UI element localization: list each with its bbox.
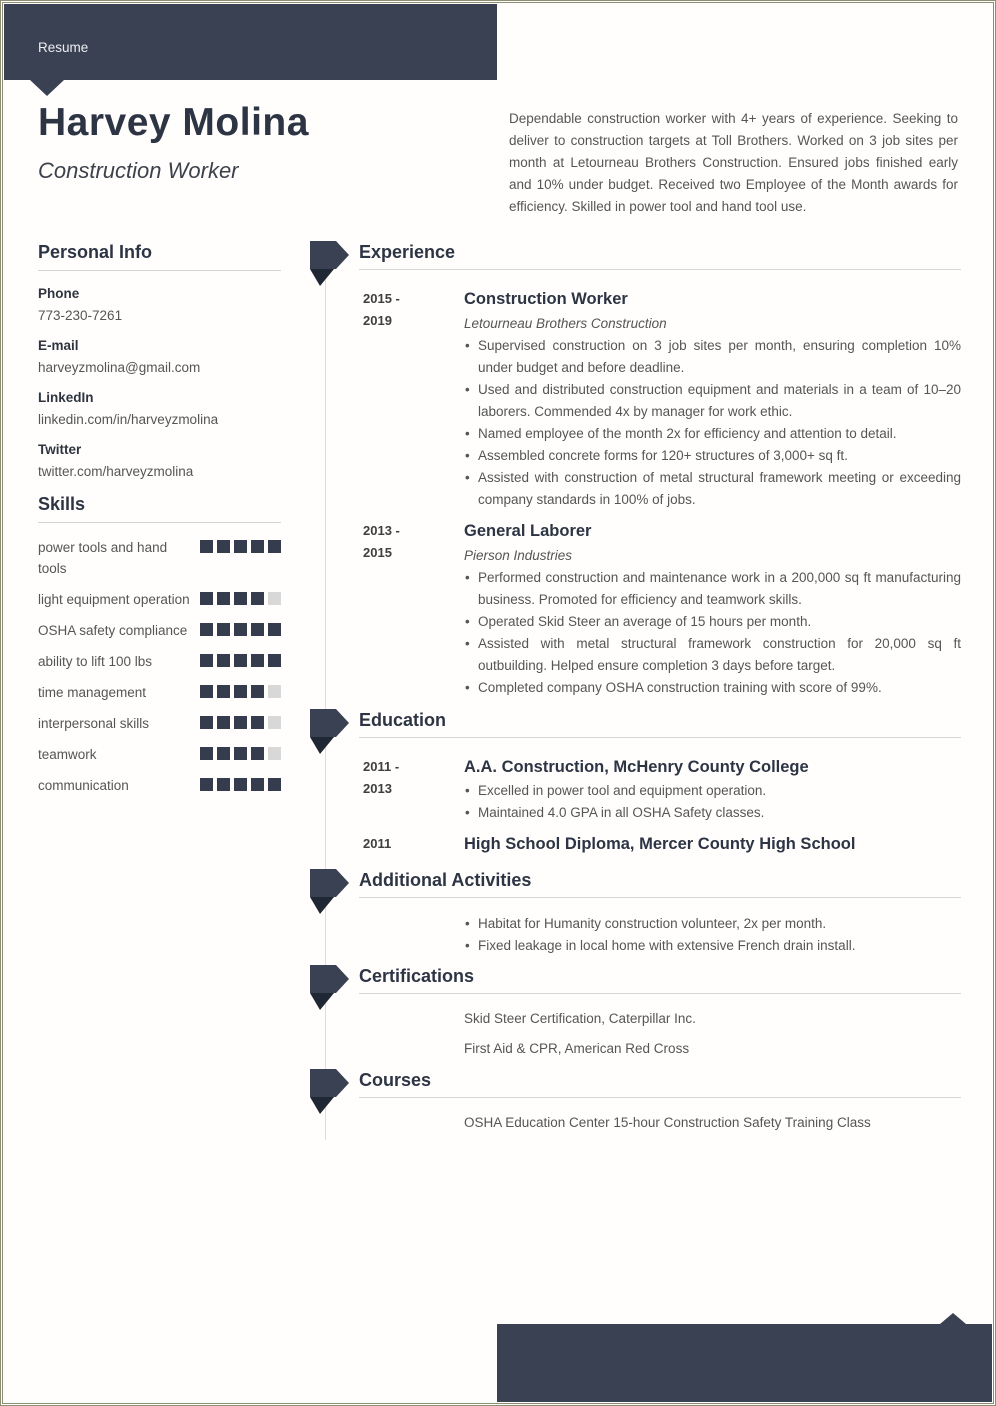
skill-square-filled xyxy=(251,685,264,698)
skill-square-filled xyxy=(200,654,213,667)
skill-row xyxy=(38,775,281,796)
personal-info-label: Twitter xyxy=(38,442,82,457)
skill-row xyxy=(38,744,281,765)
footer-up-arrow-icon xyxy=(940,1313,966,1324)
resume-page xyxy=(4,4,992,1402)
section-tag-icon xyxy=(310,868,350,916)
skill-square-filled xyxy=(234,540,247,553)
courses-section xyxy=(359,1070,961,1134)
skill-square-filled xyxy=(234,685,247,698)
skill-square-filled xyxy=(251,778,264,791)
candidate-job-title: Construction Worker xyxy=(38,158,239,183)
section-tag-icon xyxy=(310,1068,350,1116)
skill-square-filled xyxy=(217,654,230,667)
skill-square-filled xyxy=(234,654,247,667)
entry-dates xyxy=(359,756,464,824)
entry-title: General Laborer xyxy=(464,522,592,540)
experience-entries xyxy=(359,288,961,699)
skill-square-filled xyxy=(251,747,264,760)
bullet-item: • Operated Skid Steer an average of 15 hours per month. xyxy=(464,611,961,633)
skill-square-empty xyxy=(268,685,281,698)
entry-body xyxy=(464,756,961,824)
skill-square-filled xyxy=(268,540,281,553)
skills-heading: Skills xyxy=(38,494,281,523)
entry-date-start: 2013 - xyxy=(363,523,400,538)
additional-activities-body xyxy=(464,913,961,957)
skill-square-filled xyxy=(200,592,213,605)
experience-section xyxy=(359,242,961,699)
personal-info-value: 773-230-7261 xyxy=(38,308,123,323)
skill-level-indicator xyxy=(200,654,281,667)
skill-square-filled xyxy=(217,716,230,729)
skill-square-empty xyxy=(268,716,281,729)
skill-square-filled xyxy=(217,540,230,553)
skills-section xyxy=(38,494,281,796)
skill-square-filled xyxy=(234,747,247,760)
skill-label: time management xyxy=(38,685,147,700)
identity-block xyxy=(38,100,478,184)
bullet-item: • Habitat for Humanity construction volunteer, 2x per month. xyxy=(464,913,961,935)
education-entry xyxy=(359,833,961,855)
entry-body xyxy=(464,833,961,855)
courses-header xyxy=(359,1070,961,1098)
section-tag-icon xyxy=(310,708,350,756)
skill-square-filled xyxy=(251,540,264,553)
entry-bullet-list xyxy=(464,335,961,511)
skill-square-filled xyxy=(251,716,264,729)
courses-list xyxy=(464,1112,961,1134)
skill-level-indicator xyxy=(200,685,281,698)
skill-row xyxy=(38,682,281,703)
skill-square-filled xyxy=(234,778,247,791)
entry-dates xyxy=(359,288,464,511)
bullet-item: • Assembled concrete forms for 120+ structures of 3,000+ sq ft. xyxy=(464,445,961,467)
skills-list xyxy=(38,537,281,796)
skill-row xyxy=(38,651,281,672)
experience-header xyxy=(359,242,961,270)
certifications-section xyxy=(359,966,961,1060)
entry-title: A.A. Construction, McHenry County College xyxy=(464,758,809,776)
skill-square-filled xyxy=(217,747,230,760)
certifications-list xyxy=(464,1008,961,1060)
skill-square-filled xyxy=(268,778,281,791)
bullet-item: • Excelled in power tool and equipment operation. xyxy=(464,780,961,802)
skill-square-filled xyxy=(217,623,230,636)
bullet-item: • Assisted with metal structural framework construction for 20,000 sq ft outbuilding. Helped ensure completion 3 days before target. xyxy=(464,633,961,677)
experience-heading: Experience xyxy=(359,242,456,262)
course-item: OSHA Education Center 15-hour Construction Safety Training Class xyxy=(464,1115,871,1130)
skill-square-filled xyxy=(217,592,230,605)
bullet-item: • Assisted with construction of metal structural framework meeting or exceeding company standards in 100% of jobs. xyxy=(464,467,961,511)
entry-dates xyxy=(359,520,464,699)
entry-company: Letourneau Brothers Construction xyxy=(464,316,667,331)
section-tag-icon xyxy=(310,964,350,1012)
skill-level-indicator xyxy=(200,540,281,553)
entry-date-start: 2011 xyxy=(363,836,392,851)
personal-info-label: E-mail xyxy=(38,338,79,353)
bullet-item: • Completed company OSHA construction training with score of 99%. xyxy=(464,677,961,699)
additional-activities-header xyxy=(359,870,961,898)
skill-level-indicator xyxy=(200,592,281,605)
skill-row xyxy=(38,620,281,641)
personal-info-value: harveyzmolina@gmail.com xyxy=(38,360,201,375)
personal-info-value: twitter.com/harveyzmolina xyxy=(38,464,194,479)
education-entry xyxy=(359,756,961,824)
skill-level-indicator xyxy=(200,747,281,760)
entry-date-end: 2015 xyxy=(363,545,392,560)
skill-square-empty xyxy=(268,592,281,605)
skill-square-filled xyxy=(234,592,247,605)
skill-square-filled xyxy=(268,623,281,636)
skill-square-filled xyxy=(200,778,213,791)
certifications-header xyxy=(359,966,961,994)
personal-info-heading: Personal Info xyxy=(38,242,281,271)
bullet-item: • Used and distributed construction equipment and materials in a team of 10–20 laborers. Commended 4x by manager for work ethic. xyxy=(464,379,961,423)
personal-info-item xyxy=(38,337,281,377)
entry-bullet-list xyxy=(464,780,961,824)
entry-dates xyxy=(359,833,464,855)
skill-square-filled xyxy=(251,592,264,605)
additional-activities-heading: Additional Activities xyxy=(359,870,532,890)
skill-square-filled xyxy=(200,685,213,698)
bullet-item: • Performed construction and maintenance work in a 200,000 sq ft manufacturing business. Promoted for efficiency and teamwork skills. xyxy=(464,567,961,611)
skill-square-filled xyxy=(200,540,213,553)
skill-level-indicator xyxy=(200,623,281,636)
entry-title: High School Diploma, Mercer County High School xyxy=(464,835,856,853)
banner-down-arrow-icon xyxy=(30,80,64,96)
personal-info-item xyxy=(38,389,281,429)
certifications-heading: Certifications xyxy=(359,966,475,986)
skill-label: ability to lift 100 lbs xyxy=(38,654,153,669)
skill-square-filled xyxy=(217,685,230,698)
skill-square-filled xyxy=(234,716,247,729)
skill-square-filled xyxy=(200,623,213,636)
skill-label: teamwork xyxy=(38,747,97,762)
personal-info-section xyxy=(38,242,281,481)
entry-date-end: 2013 xyxy=(363,781,392,796)
skill-level-indicator xyxy=(200,716,281,729)
bullet-item: • Fixed leakage in local home with extensive French drain install. xyxy=(464,935,961,957)
section-tag-icon xyxy=(310,240,350,288)
skill-square-filled xyxy=(234,623,247,636)
additional-activities-section xyxy=(359,870,961,957)
courses-heading: Courses xyxy=(359,1070,432,1090)
entry-title: Construction Worker xyxy=(464,290,628,308)
skill-label: interpersonal skills xyxy=(38,716,150,731)
skill-square-filled xyxy=(251,623,264,636)
entry-body xyxy=(464,288,961,511)
document-tab-label: Resume xyxy=(38,40,89,55)
summary-paragraph: Dependable construction worker with 4+ years of experience. Seeking to deliver to construction targets at Toll Brothers. Worked on 3 job sites per month at Letourneau Brothers Construction. Ensured jobs finished early and 10% under budget. Received two Employee of the Month awards for efficiency. Skilled in power tool and hand tool use. xyxy=(509,111,958,214)
skill-square-filled xyxy=(200,747,213,760)
skill-label: power tools and hand tools xyxy=(38,540,168,576)
education-header xyxy=(359,710,961,738)
bullet-item: • Maintained 4.0 GPA in all OSHA Safety classes. xyxy=(464,802,961,824)
entry-body xyxy=(464,520,961,699)
bullet-item: • Supervised construction on 3 job sites per month, ensuring completion 10% under budget and before deadline. xyxy=(464,335,961,379)
skill-row xyxy=(38,537,281,579)
personal-info-item xyxy=(38,285,281,325)
footer-block xyxy=(497,1324,992,1402)
bullet-item: • Named employee of the month 2x for efficiency and attention to detail. xyxy=(464,423,961,445)
personal-info-list xyxy=(38,285,281,481)
experience-entry xyxy=(359,288,961,511)
education-entries xyxy=(359,756,961,855)
education-heading: Education xyxy=(359,710,447,730)
personal-info-item xyxy=(38,441,281,481)
skill-level-indicator xyxy=(200,778,281,791)
skill-label: light equipment operation xyxy=(38,592,190,607)
skill-row xyxy=(38,713,281,734)
personal-info-label: LinkedIn xyxy=(38,390,94,405)
personal-info-value: linkedin.com/in/harveyzmolina xyxy=(38,412,219,427)
skill-label: communication xyxy=(38,778,129,793)
entry-date-start: 2015 - xyxy=(363,291,400,306)
skill-square-filled xyxy=(217,778,230,791)
candidate-name: Harvey Molina xyxy=(38,101,309,144)
top-banner xyxy=(4,4,497,80)
certification-item: Skid Steer Certification, Caterpillar Inc. xyxy=(464,1011,696,1026)
entry-bullet-list xyxy=(464,567,961,699)
additional-activities-list xyxy=(464,913,961,957)
skill-label: OSHA safety compliance xyxy=(38,623,188,638)
skill-square-filled xyxy=(200,716,213,729)
entry-company: Pierson Industries xyxy=(464,548,573,563)
skill-square-filled xyxy=(251,654,264,667)
entry-date-start: 2011 - xyxy=(363,759,400,774)
certification-item: First Aid & CPR, American Red Cross xyxy=(464,1041,690,1056)
education-section xyxy=(359,710,961,855)
experience-entry xyxy=(359,520,961,699)
personal-info-label: Phone xyxy=(38,286,80,301)
skill-square-filled xyxy=(268,654,281,667)
skill-row xyxy=(38,589,281,610)
entry-date-end: 2019 xyxy=(363,313,392,328)
skill-square-empty xyxy=(268,747,281,760)
